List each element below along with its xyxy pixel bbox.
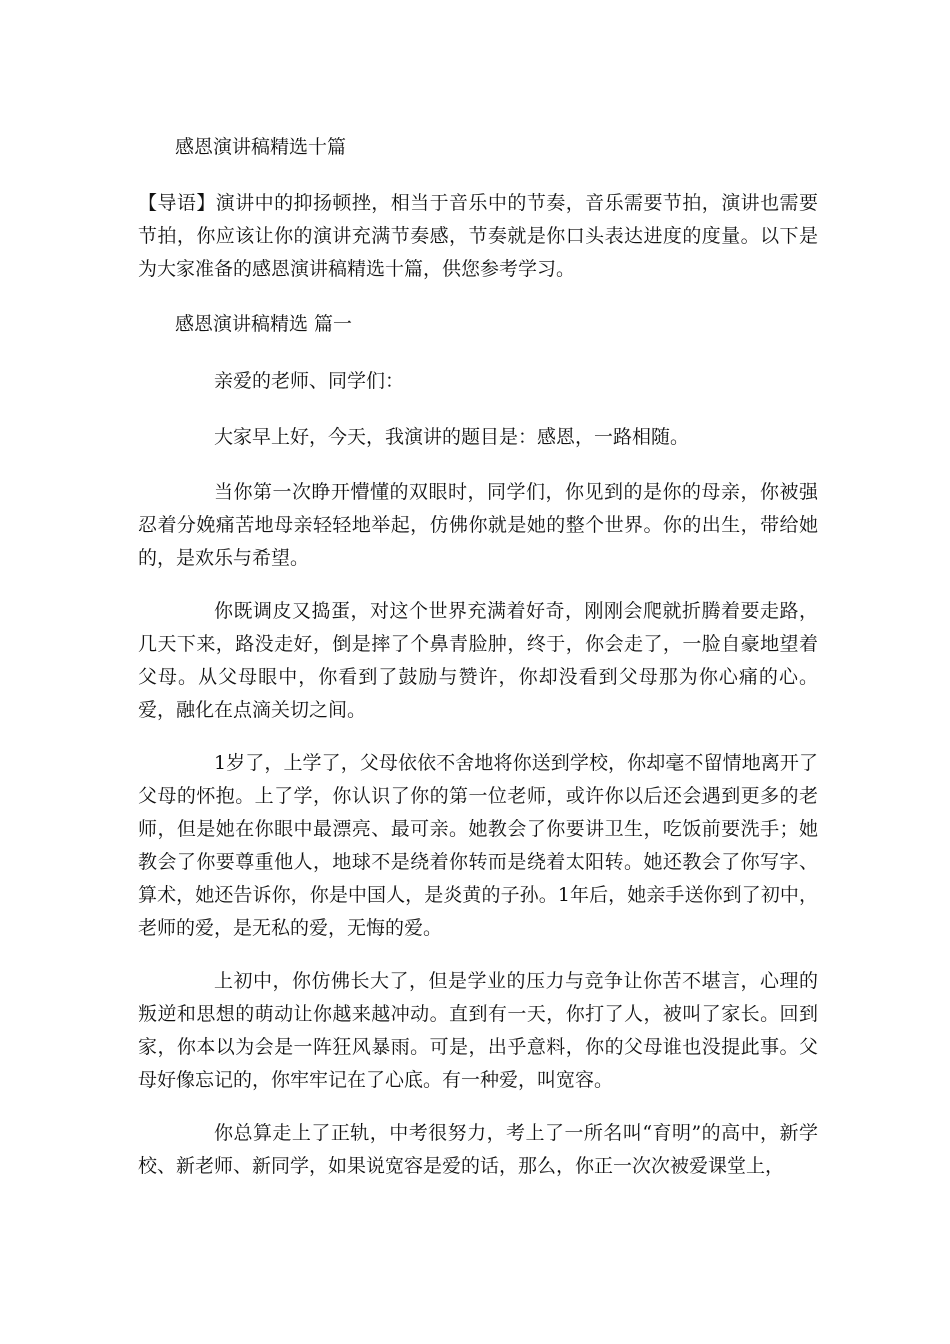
body-paragraph: 上初中，你仿佛长大了，但是学业的压力与竞争让你苦不堪言，心理的叛逆和思想的萌动让你越来越冲动。直到有一天，你打了人，被叫了家长。回到家，你本以为会是一阵狂风暴雨。可是，出乎意料，你的父母谁也没提此事。父母好像忘记的，你牢牢记在了心底。有一种爱，叫宽容。 bbox=[138, 970, 818, 1091]
body-paragraph: 1岁了，上学了，父母依依不舍地将你送到学校，你却毫不留情地离开了父母的怀抱。上了学，你认识了你的第一位老师，或许你以后还会遇到更多的老师，但是她在你眼中最漂亮、最可亲。她教会了你要讲卫生，吃饭前要洗手；她教会了你要尊重他人，地球不是绕着你转而是绕着太阳转。她还教会了你写字、算术，她还告诉你，你是中国人，是炎黄的子孙。1年后，她亲手送你到了初中，老师的爱，是无私的爱，无悔的爱。 bbox=[138, 752, 818, 939]
intro-paragraph: 【导语】演讲中的抑扬顿挫，相当于音乐中的节奏，音乐需要节拍，演讲也需要节拍，你应该让你的演讲充满节奏感，节奏就是你口头表达进度的度量。以下是为大家准备的感恩演讲稿精选十篇，供您参考学习。 bbox=[138, 192, 818, 280]
section-heading: 感恩演讲稿精选 篇一 bbox=[175, 313, 353, 335]
body-paragraph: 你总算走上了正轨，中考很努力，考上了一所名叫“育明”的高中，新学校、新老师、新同学，如果说宽容是爱的话，那么，你正一次次被爱课堂上， bbox=[138, 1122, 818, 1177]
body-paragraph: 大家早上好，今天，我演讲的题目是：感恩，一路相随。 bbox=[214, 426, 690, 448]
document-title: 感恩演讲稿精选十篇 bbox=[175, 136, 347, 158]
body-paragraph: 当你第一次睁开懵懂的双眼时，同学们，你见到的是你的母亲，你被强忍着分娩痛苦地母亲轻轻地举起，仿佛你就是她的整个世界。你的出生，带给她的，是欢乐与希望。 bbox=[138, 481, 818, 569]
body-paragraph: 你既调皮又捣蛋，对这个世界充满着好奇，刚刚会爬就折腾着要走路，几天下来，路没走好，倒是摔了个鼻青脸肿，终于，你会走了，一脸自豪地望着父母。从父母眼中，你看到了鼓励与赞许，你却没看到父母那为你心痛的心。爱，融化在点滴关切之间。 bbox=[138, 600, 818, 721]
salutation: 亲爱的老师、同学们： bbox=[214, 370, 405, 392]
